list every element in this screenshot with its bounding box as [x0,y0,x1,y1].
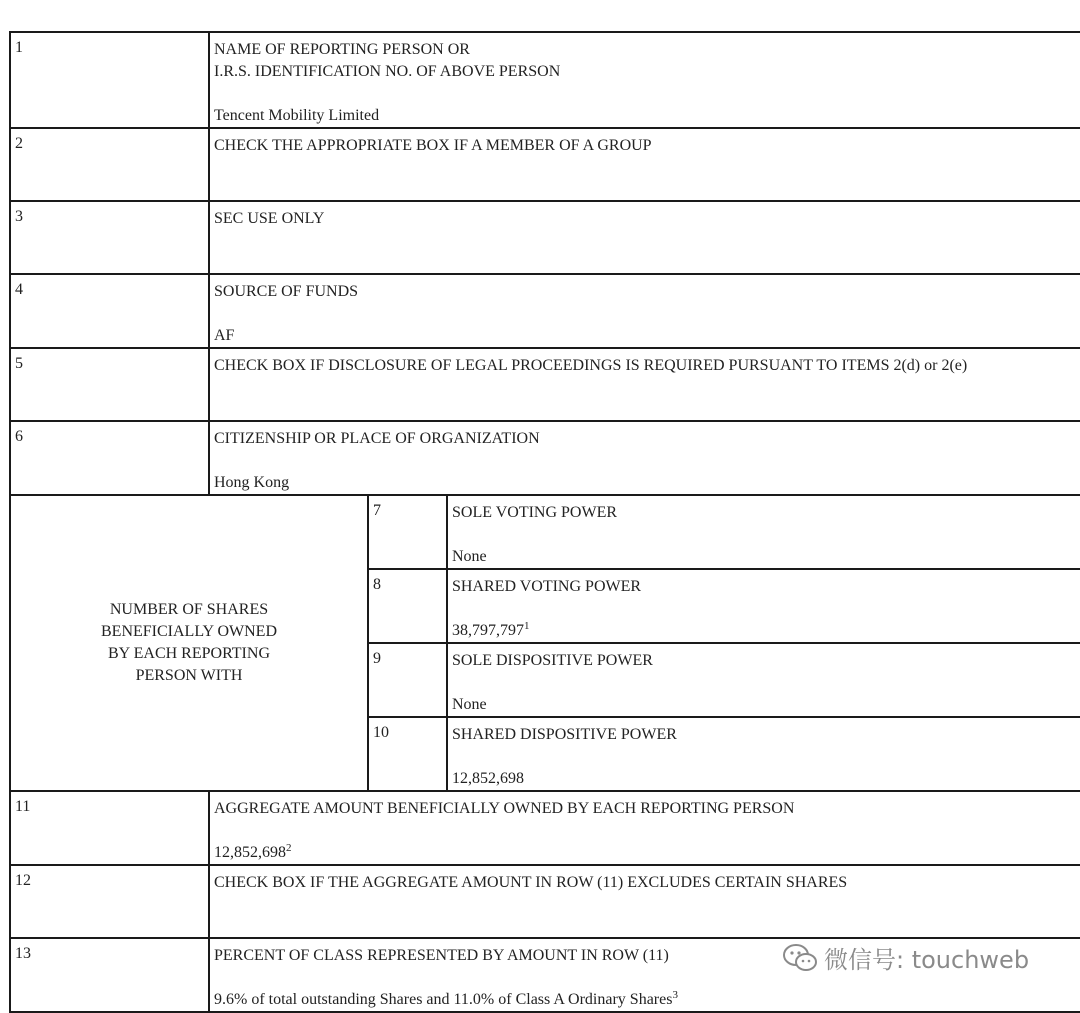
row-content [447,717,1080,791]
row-content [447,569,1080,643]
row-value: Tencent Mobility Limited [214,107,380,124]
table-row [10,201,1080,274]
row-value-wrapper [214,989,1080,1011]
row-content [209,32,1080,128]
table-row [10,32,1080,128]
row-number: 5 [10,348,209,421]
row-content [209,274,1080,348]
row-value: None [452,548,487,565]
row-content [209,128,1080,201]
row-heading: CHECK BOX IF THE AGGREGATE AMOUNT IN ROW (11) EXCLUDES CERTAIN SHARES [214,874,848,891]
row-number: 6 [10,421,209,495]
row-number: 7 [368,495,447,569]
row-content [209,865,1080,938]
table-row [10,495,1080,569]
row-value: 12,852,698 [452,770,524,787]
row-value: AF [214,327,235,344]
row-value-wrapper [214,842,1080,864]
shares-block-label-text: NUMBER OF SHARES BENEFICIALLY OWNED BY EACH REPORTING PERSON WITH [101,601,277,684]
row-number: 1 [10,32,209,128]
row-heading: I.R.S. IDENTIFICATION NO. OF ABOVE PERSON [214,63,561,80]
table-row [10,865,1080,938]
footnote-marker: 2 [286,842,292,854]
table-row [10,421,1080,495]
row-heading: CHECK THE APPROPRIATE BOX IF A MEMBER OF A GROUP [214,137,652,154]
wechat-watermark [782,940,1029,975]
row-value: 38,797,797 [452,622,524,639]
row-content [209,348,1080,421]
row-number: 3 [10,201,209,274]
schedule-13d-cover-table [9,31,1080,1013]
row-heading: CHECK BOX IF DISCLOSURE OF LEGAL PROCEEDINGS IS REQUIRED PURSUANT TO ITEMS 2(d) or 2(e) [214,357,968,374]
row-value: None [452,696,487,713]
row-content [209,421,1080,495]
row-value-wrapper [452,620,1080,642]
table-row [10,348,1080,421]
shares-block-label [10,495,368,791]
row-number: 4 [10,274,209,348]
row-heading: SEC USE ONLY [214,210,325,227]
row-heading: PERCENT OF CLASS REPRESENTED BY AMOUNT IN ROW (11) [214,947,669,964]
row-content [447,495,1080,569]
row-number: 12 [10,865,209,938]
row-heading: SOURCE OF FUNDS [214,283,359,300]
watermark-text: 微信号: touchweb [824,946,1030,974]
row-heading: CITIZENSHIP OR PLACE OF ORGANIZATION [214,430,540,447]
row-value: Hong Kong [214,474,290,491]
row-number: 11 [10,791,209,865]
footnote-marker: 3 [672,989,678,1001]
row-value: 9.6% of total outstanding Shares and 11.0% of Class A Ordinary Shares [214,991,673,1008]
row-content [447,643,1080,717]
wechat-icon [782,943,818,973]
row-number: 10 [368,717,447,791]
row-number: 2 [10,128,209,201]
table-row [10,128,1080,201]
row-heading: SOLE VOTING POWER [452,504,618,521]
row-number: 9 [368,643,447,717]
row-content [209,791,1080,865]
table-row [10,791,1080,865]
row-heading: SHARED DISPOSITIVE POWER [452,726,677,743]
table-row [10,274,1080,348]
footnote-marker: 1 [524,620,530,632]
row-heading: NAME OF REPORTING PERSON OR [214,41,470,58]
row-content [209,201,1080,274]
row-number: 13 [10,938,209,1012]
row-heading: SOLE DISPOSITIVE POWER [452,652,653,669]
row-heading: AGGREGATE AMOUNT BENEFICIALLY OWNED BY EACH REPORTING PERSON [214,800,795,817]
row-number: 8 [368,569,447,643]
row-heading: SHARED VOTING POWER [452,578,642,595]
row-value: 12,852,698 [214,844,286,861]
